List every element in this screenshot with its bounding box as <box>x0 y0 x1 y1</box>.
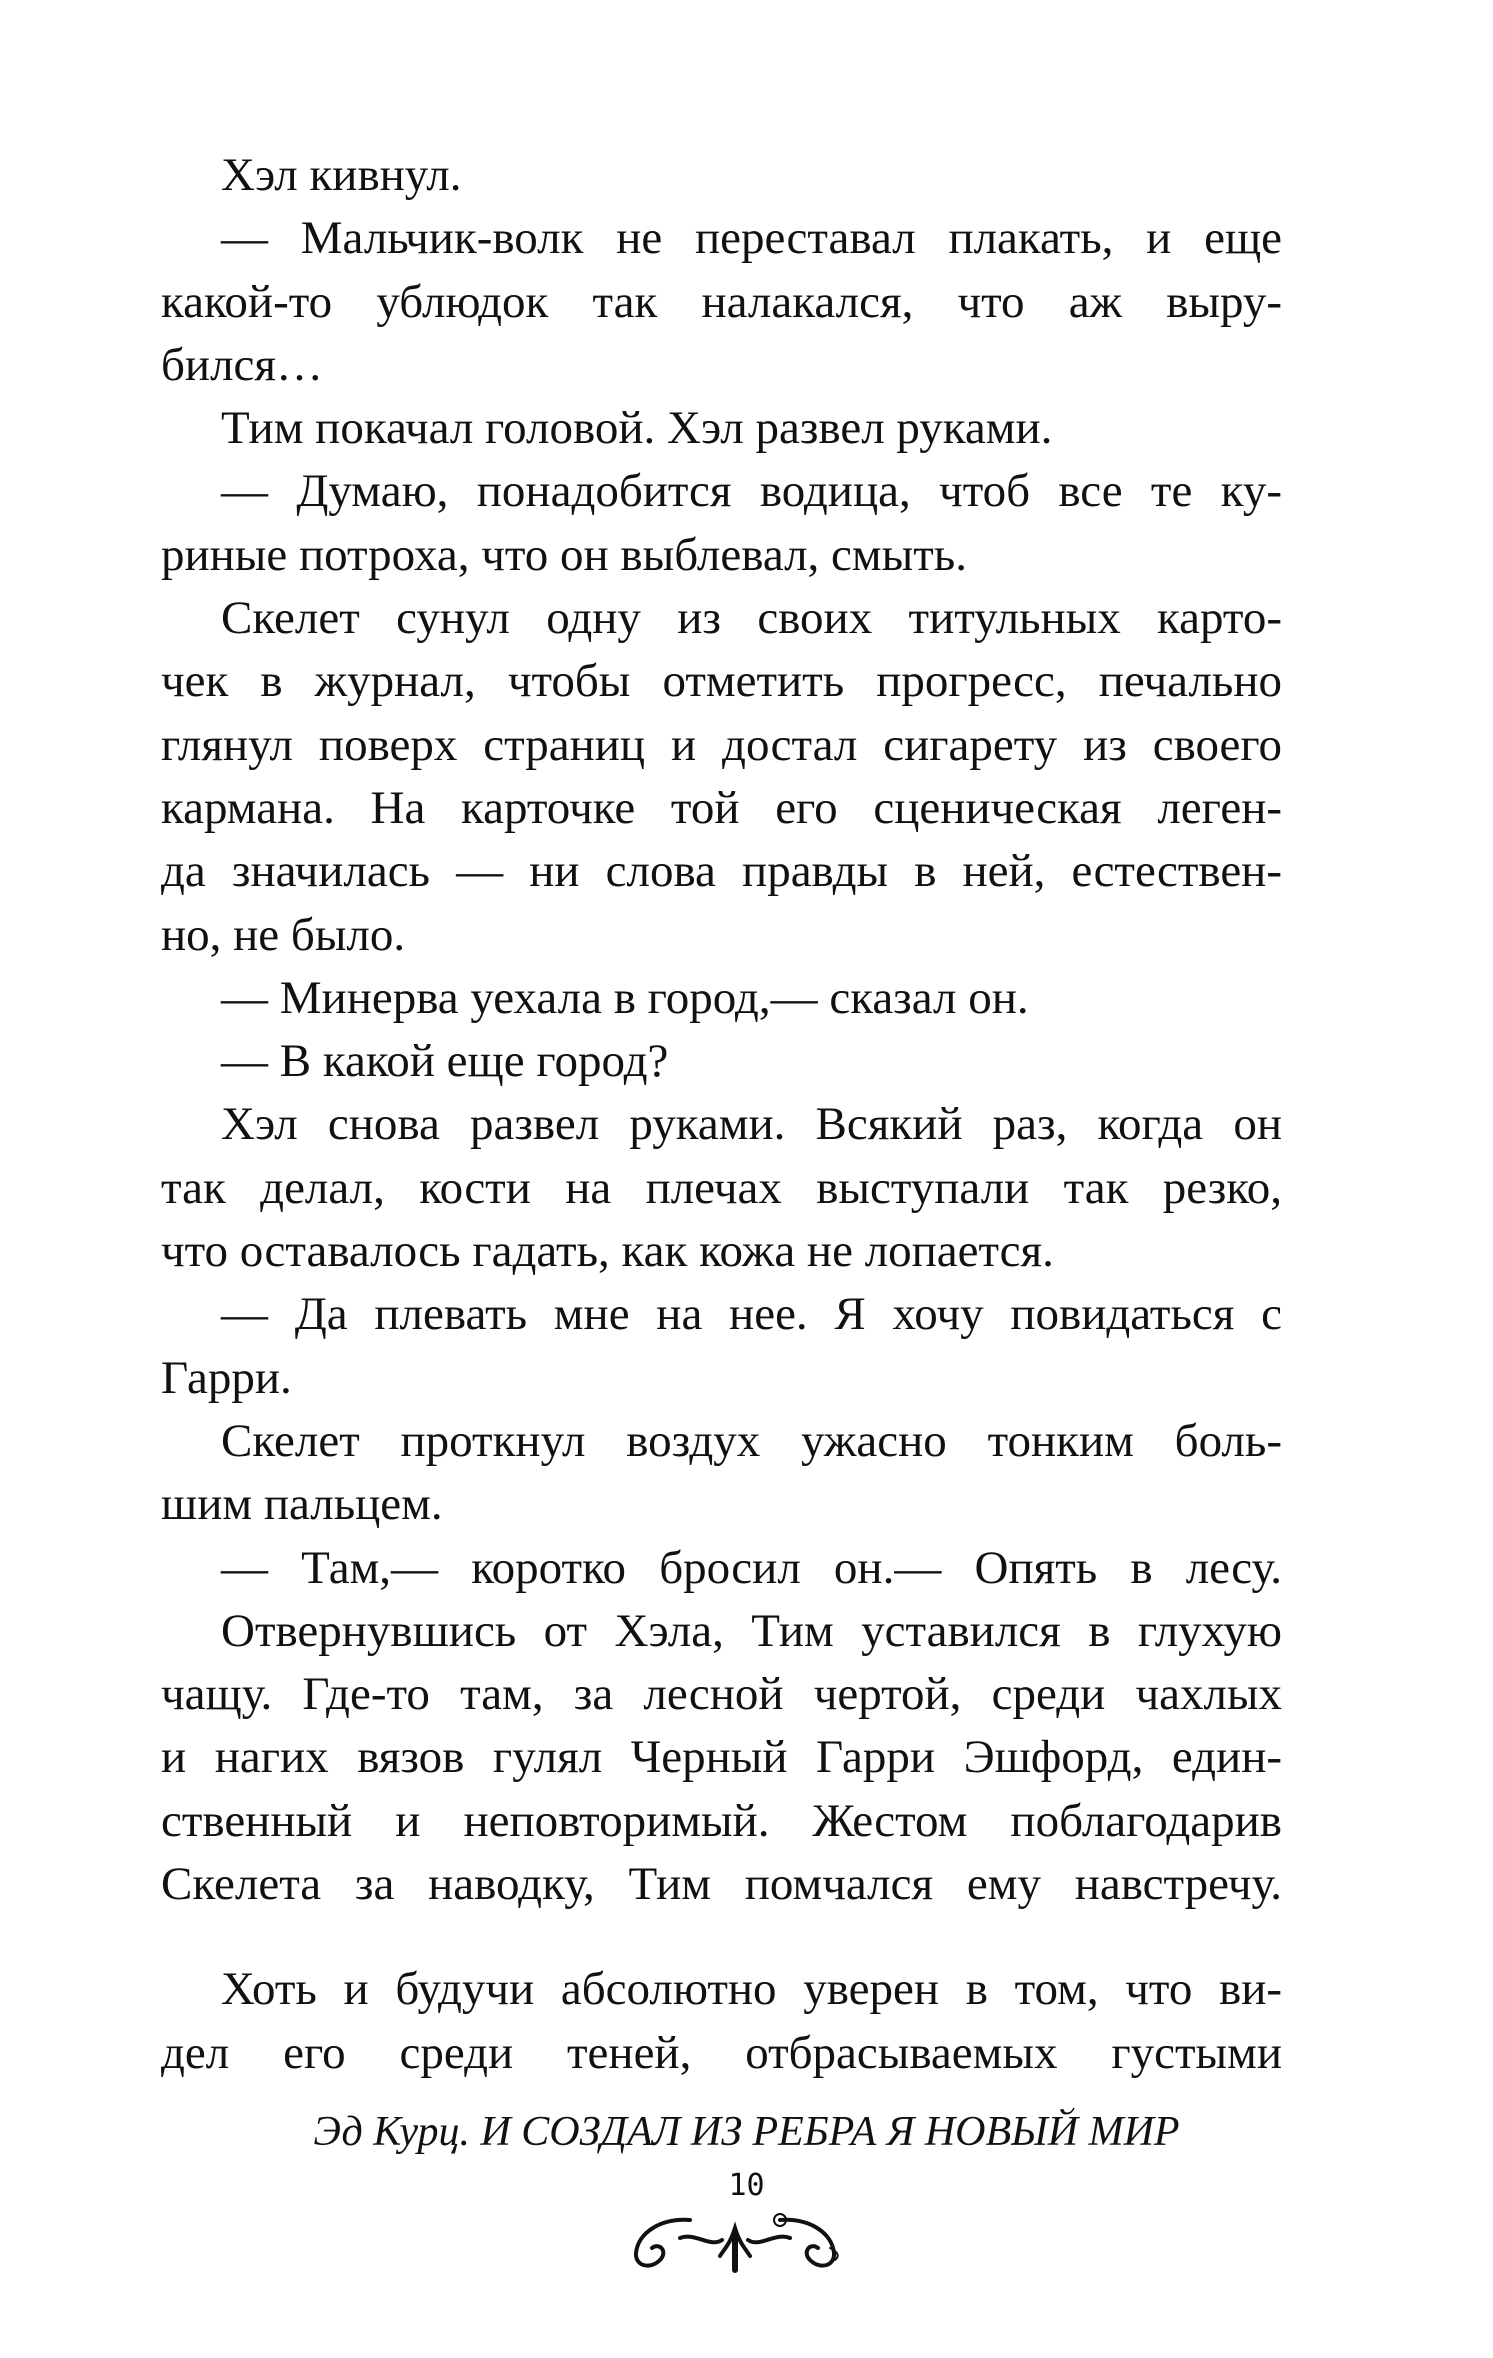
text-line: риные потроха, что он выблевал, смыть. <box>161 528 967 581</box>
section-break <box>161 1916 1282 1958</box>
text-line: какой-то ублюдок так налакался, что аж выру- <box>161 275 1282 328</box>
text-line: — Мальчик-волк не переставал плакать, и еще <box>221 212 1282 265</box>
running-footer-title: Эд Курц. И СОЗДАЛ ИЗ РЕБРА Я НОВЫЙ МИР <box>313 2109 1180 2155</box>
text-line: Хэл снова развел руками. Всякий раз, когда он <box>221 1098 1282 1151</box>
text-line: чащу. Где-то там, за лесной чертой, среди чахлых <box>161 1668 1282 1721</box>
text-line: ственный и неповторимый. Жестом поблагодарив <box>161 1794 1282 1847</box>
text-line: шим пальцем. <box>161 1478 443 1531</box>
text-line: — В какой еще город? <box>221 1035 669 1088</box>
text-line: чек в журнал, чтобы отметить прогресс, печально <box>161 655 1282 708</box>
text-line: что оставалось гадать, как кожа не лопается. <box>161 1225 1054 1278</box>
page-body-text <box>161 144 1282 2085</box>
text-line: Тим покачал головой. Хэл развел руками. <box>221 402 1053 455</box>
decorative-ornament-icon <box>630 2208 840 2278</box>
text-line: Скелет сунул одну из своих титульных карто- <box>221 592 1282 645</box>
text-line: Гарри. <box>161 1351 292 1404</box>
text-line: глянул поверх страниц и достал сигарету из своего <box>161 718 1282 771</box>
text-line: дел его среди теней, отбрасываемых густыми <box>161 2026 1282 2079</box>
text-line: Хэл кивнул. <box>221 149 462 201</box>
text-line: кармана. На карточке той его сценическая леген- <box>161 781 1282 834</box>
text-line: Отвернувшись от Хэла, Тим уставился в глухую <box>221 1604 1282 1657</box>
text-line: — Там,— коротко бросил он.— Опять в лесу. <box>221 1541 1282 1594</box>
page-number: 10 <box>728 2168 765 2203</box>
text-line: Хоть и будучи абсолютно уверен в том, что ви- <box>221 1963 1282 2016</box>
text-line: — Думаю, понадобится водица, чтоб все те ку- <box>221 465 1282 518</box>
text-line: — Минерва уехала в город,— сказал он. <box>221 971 1029 1024</box>
text-line: — Да плевать мне на нее. Я хочу повидаться с <box>221 1288 1282 1341</box>
text-line: так делал, кости на плечах выступали так резко, <box>161 1161 1282 1214</box>
text-line: но, не было. <box>161 908 406 961</box>
text-line: Скелета за наводку, Тим помчался ему навстречу. <box>161 1858 1282 1911</box>
text-line: и нагих вязов гулял Черный Гарри Эшфорд, един- <box>161 1731 1282 1784</box>
text-line: бился… <box>161 338 323 391</box>
text-line: да значилась — ни слова правды в ней, естествен- <box>161 845 1282 898</box>
text-line: Скелет проткнул воздух ужасно тонким боль- <box>221 1414 1282 1467</box>
